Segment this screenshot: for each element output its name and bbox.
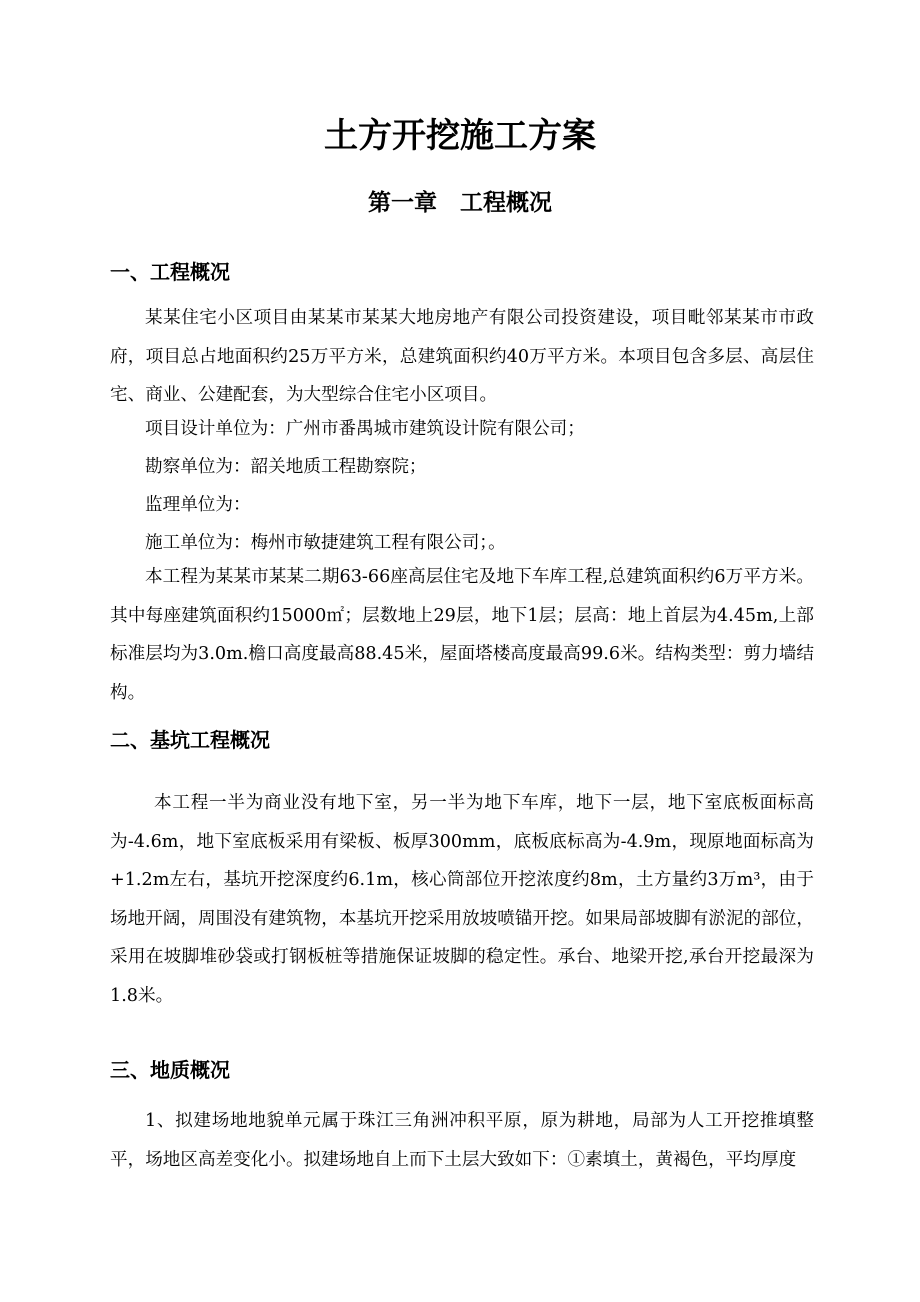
line-design-unit: 项目设计单位为：广州市番禺城市建筑设计院有限公司； <box>145 419 585 439</box>
paragraph-foundation-pit: 本工程一半为商业没有地下室，另一半为地下车库，地下一层，地下室底板面标高为-4.6m，地下室底板采用有梁板、板厚300mm，底板底标高为-4.9m，现原地面标高为+1.2m左右，基坑开挖深度约6.1m，核心筒部位开挖浓度约8m，土方量约3万m³，由于场地开阔，周围没有建筑物，本基坑开挖采用放坡喷锚开挖。如果局部坡脚有淤泥的部位，采用在坡脚堆砂袋或打钢板桩等措施保证坡脚的稳定性。承台、地梁开挖,承台开挖最深为1.8米。 <box>110 793 814 1006</box>
chapter-title: 第一章 工程概况 <box>368 189 552 216</box>
section-heading-foundation-pit: 二、基坑工程概况 <box>110 728 270 752</box>
document-title: 土方开挖施工方案 <box>324 116 596 156</box>
paragraph-project-description: 本工程为某某市某某二期63-66座高层住宅及地下车库工程,总建筑面积约6万平方米。其中每座建筑面积约15000㎡；层数地上29层，地下1层；层高：地上首层为4.45m,上部标准层均为3.0m.檐口高度最高88.45米，屋面塔楼高度最高99.6米。结构类型：剪力墙结构。 <box>110 567 814 703</box>
line-supervision-unit: 监理单位为： <box>145 495 251 515</box>
paragraph-project-intro: 某某住宅小区项目由某某市某某大地房地产有限公司投资建设，项目毗邻某某市市政府，项目总占地面积约25万平方米，总建筑面积约40万平方米。本项目包含多层、高层住宅、商业、公建配套，为大型综合住宅小区项目。 <box>110 308 814 405</box>
line-survey-unit: 勘察单位为：韶关地质工程勘察院； <box>145 457 427 477</box>
paragraph-geology: 1、拟建场地地貌单元属于珠江三角洲冲积平原，原为耕地，局部为人工开挖推填整平，场地区高差变化小。拟建场地自上而下土层大致如下：①素填土，黄褐色，平均厚度 <box>110 1111 814 1170</box>
section-heading-project-overview: 一、工程概况 <box>110 260 230 284</box>
section-heading-geology: 三、地质概况 <box>110 1058 230 1082</box>
line-construction-unit: 施工单位为：梅州市敏捷建筑工程有限公司；。 <box>145 533 506 553</box>
